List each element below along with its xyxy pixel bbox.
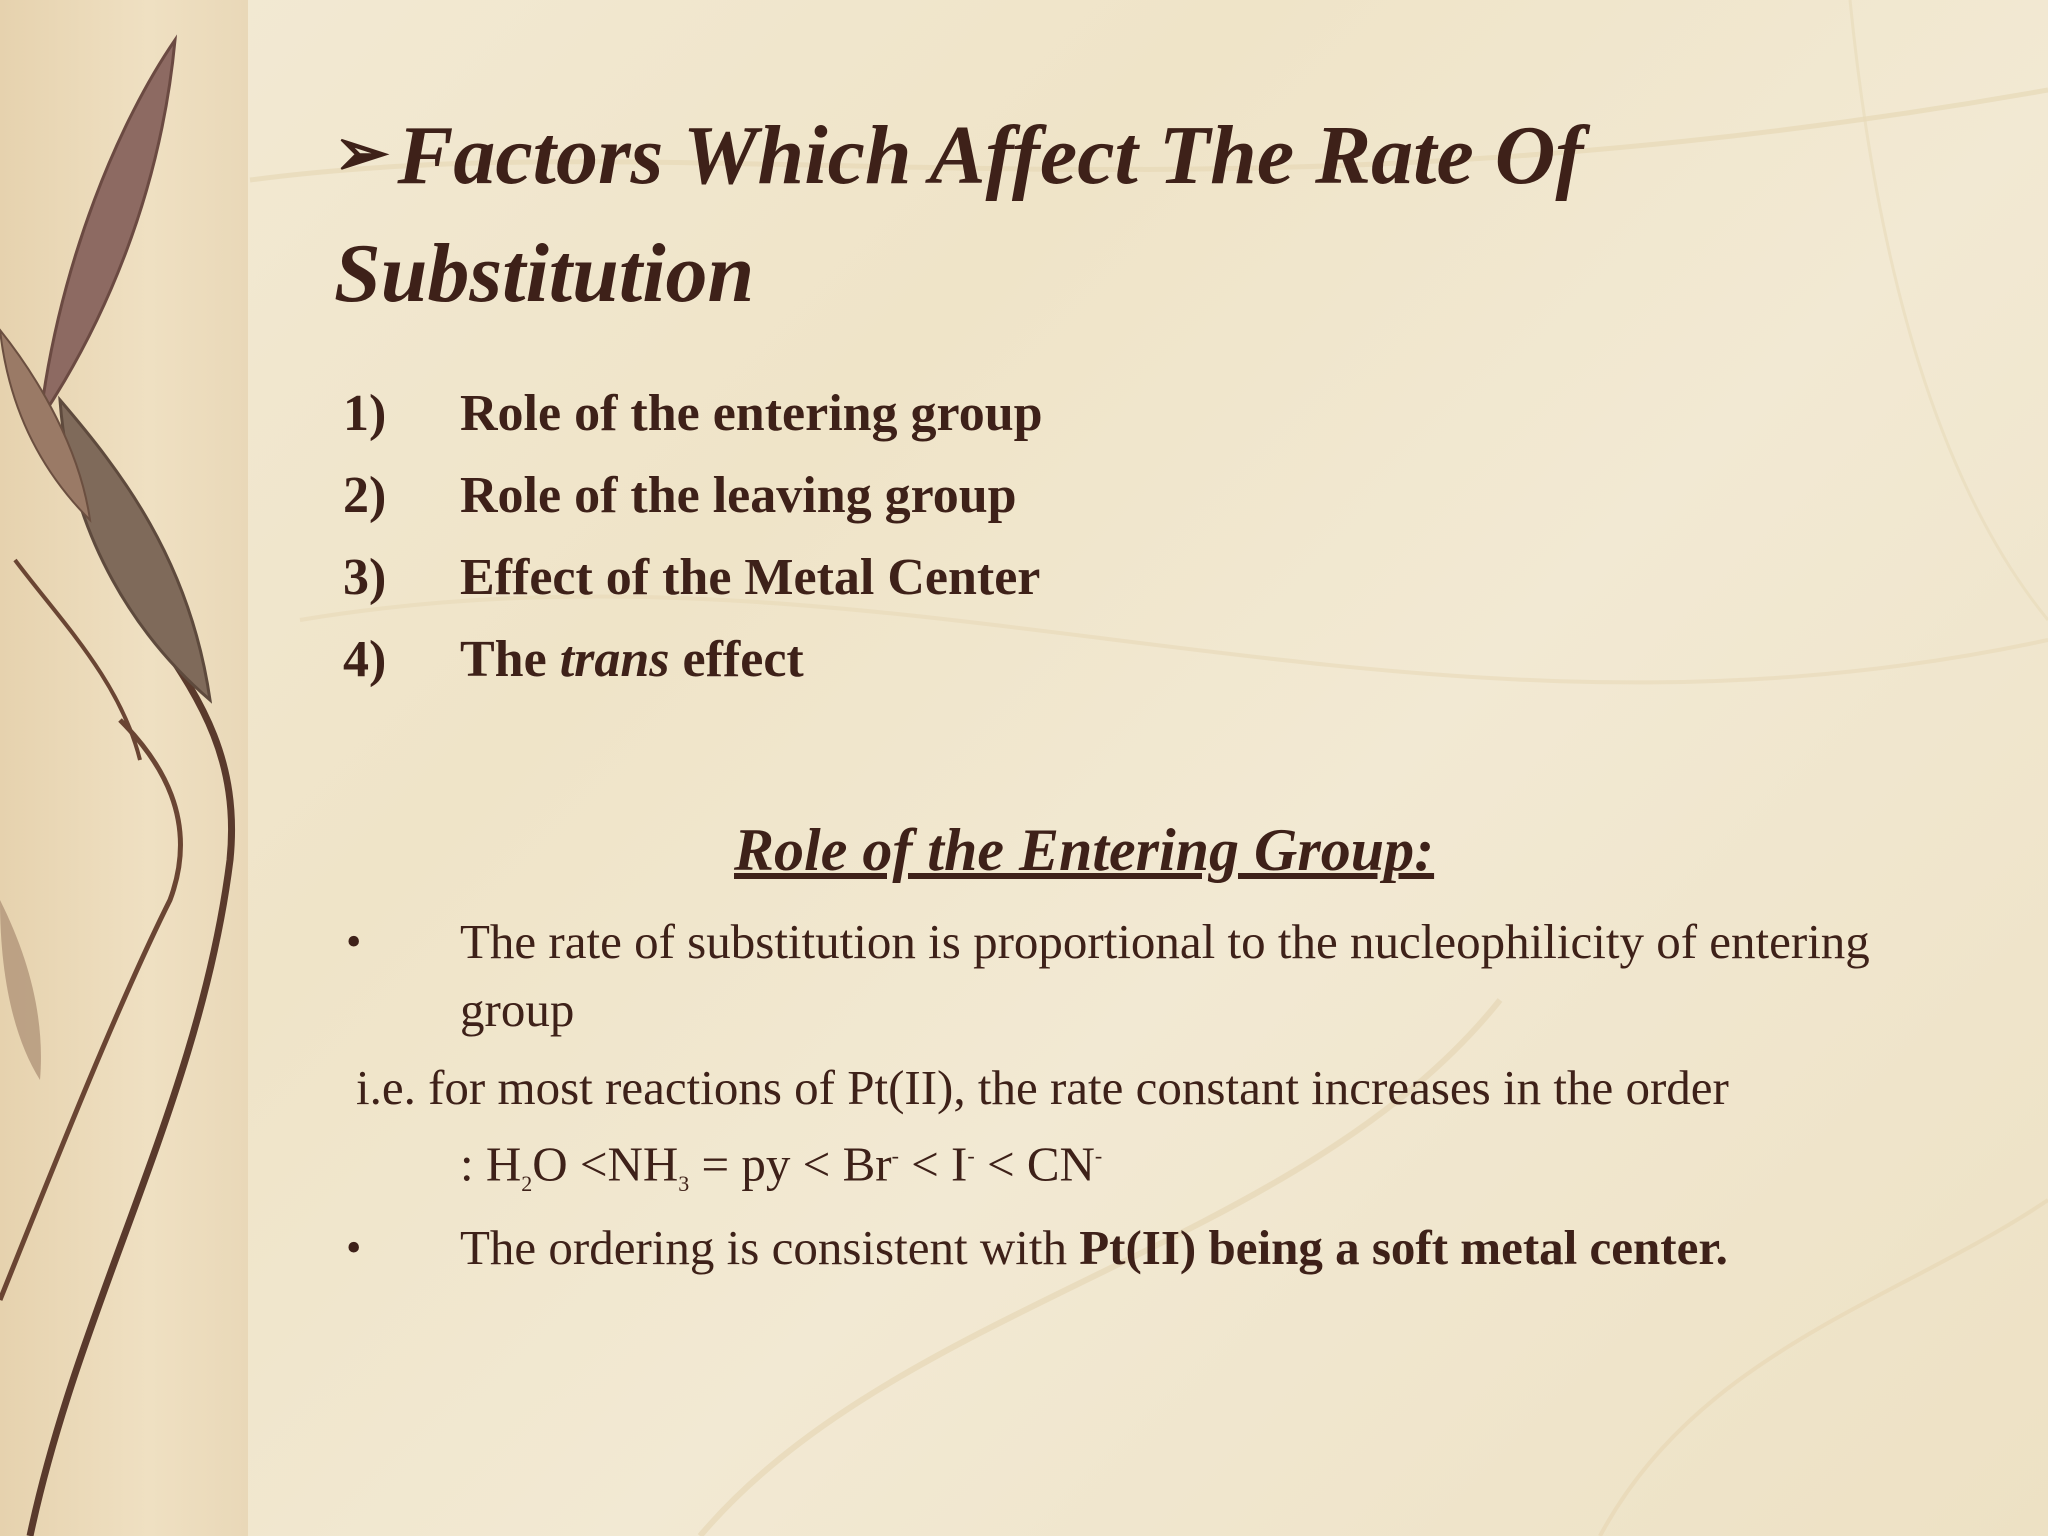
list-item bbox=[343, 372, 1043, 454]
factors-list bbox=[343, 372, 1043, 700]
list-item bbox=[343, 618, 1043, 700]
bullet-text bbox=[460, 1214, 1940, 1282]
list-number: 3) bbox=[343, 548, 387, 606]
list-item-text-italic: trans bbox=[559, 630, 670, 688]
list-item-text bbox=[460, 630, 804, 689]
note-line-1: i.e. for most reactions of Pt(II), the rate constant increases in the order bbox=[356, 1060, 1729, 1115]
note-superscript: - bbox=[967, 1143, 975, 1168]
leaf-illustration bbox=[0, 0, 248, 1536]
note-superscript: - bbox=[891, 1143, 899, 1168]
note-line-2 bbox=[356, 1122, 1956, 1218]
note-subscript: 3 bbox=[678, 1171, 690, 1197]
list-number: 2) bbox=[343, 466, 387, 524]
note-superscript: - bbox=[1094, 1143, 1103, 1168]
bullet-paragraph-1 bbox=[0, 908, 2048, 1048]
list-item-text: Role of the leaving group bbox=[460, 466, 1017, 524]
bullet-icon: • bbox=[346, 1223, 362, 1272]
list-item bbox=[343, 536, 1043, 618]
list-item-text-post: effect bbox=[669, 630, 804, 688]
bullet-text-bold: Pt(II) being a soft metal center. bbox=[1079, 1220, 1728, 1275]
note-h2o-h: : H bbox=[460, 1136, 522, 1192]
note-subscript: 2 bbox=[521, 1171, 533, 1197]
list-number: 1) bbox=[343, 384, 387, 442]
list-item-text: Effect of the Metal Center bbox=[460, 548, 1041, 606]
bullet-paragraph-2 bbox=[0, 1214, 2048, 1294]
bullet-text: The rate of substitution is proportional to the nucleophilicity of entering group bbox=[460, 914, 1870, 1037]
note-h2o-rest: O <NH bbox=[532, 1136, 679, 1192]
rate-order-note bbox=[356, 1054, 1956, 1218]
list-item-text: Role of the entering group bbox=[460, 384, 1043, 442]
list-item-text-pre: The bbox=[460, 630, 560, 688]
note-py: = py < Br bbox=[689, 1136, 892, 1192]
arrow-bullet-icon: ➢ bbox=[334, 117, 390, 190]
section-heading: Role of the Entering Group: bbox=[734, 817, 1435, 883]
bullet-text-plain: The ordering is consistent with bbox=[460, 1220, 1080, 1275]
bullet-icon: • bbox=[346, 917, 362, 966]
list-item bbox=[343, 454, 1043, 536]
list-number: 4) bbox=[343, 630, 387, 688]
note-cyanide: < CN bbox=[974, 1136, 1095, 1192]
slide-title-text: Factors Which Affect The Rate Of Substitution bbox=[334, 109, 1584, 320]
note-iodide: < I bbox=[898, 1136, 968, 1192]
slide-title bbox=[334, 100, 1934, 330]
